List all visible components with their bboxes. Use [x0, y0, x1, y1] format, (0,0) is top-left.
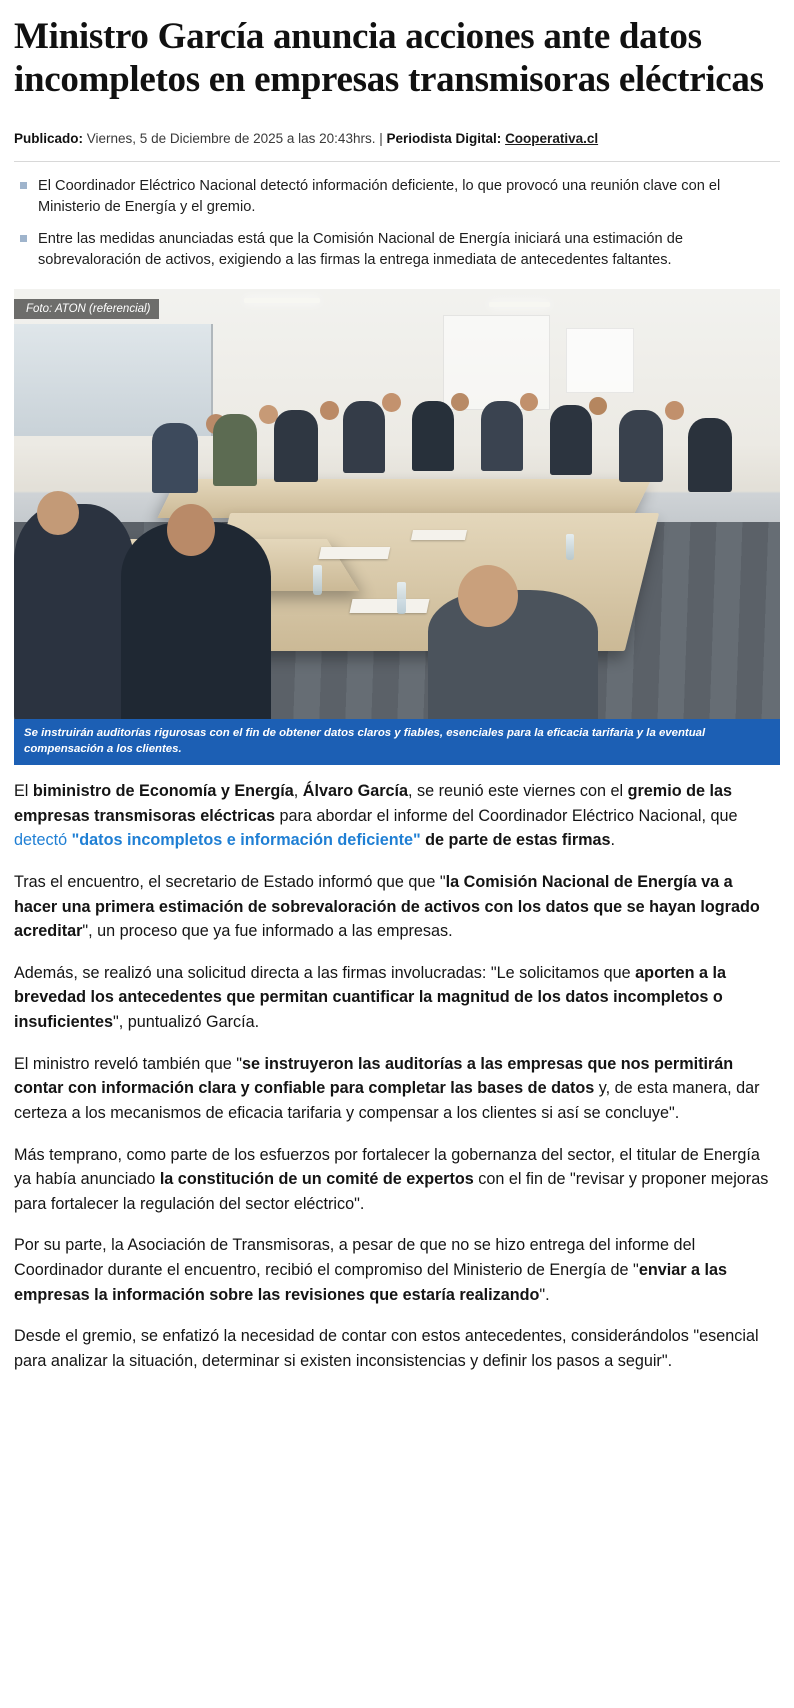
- list-item: [14, 176, 780, 218]
- paragraph: [14, 870, 780, 944]
- photo-bottle: [313, 565, 322, 595]
- photo-credit: Foto: ATON (referencial): [14, 299, 159, 319]
- photo-person: [152, 423, 198, 493]
- emphasis-text: biministro de Economía y Energía: [32, 782, 294, 801]
- inline-link[interactable]: "datos incompletos e información deficiente": [71, 831, 421, 850]
- published-date: Viernes, 5 de Diciembre de 2025 a las 20:43hrs.: [86, 130, 376, 146]
- emphasis-text: gremio de las empresas transmisoras eléctricas: [14, 782, 732, 825]
- photo-papers: [411, 530, 467, 540]
- photo-person-head: [458, 565, 518, 627]
- photo-papers: [319, 547, 390, 559]
- bullet-text: El Coordinador Eléctrico Nacional detectó información deficiente, lo que provocó una reunión clave con el Ministerio de Energía y el gremio.: [38, 177, 721, 215]
- paragraph: [14, 1233, 780, 1307]
- emphasis-text: Álvaro García: [302, 782, 409, 801]
- body-text-run: ".: [539, 1285, 550, 1304]
- body-text-run: , se reunió este viernes con el: [408, 782, 628, 801]
- photo-bottle: [397, 582, 406, 614]
- photo-person: [688, 418, 732, 492]
- article-figure: [14, 289, 780, 765]
- photo-person: [619, 410, 663, 482]
- paragraph: [14, 779, 780, 853]
- photo-window: [14, 324, 213, 436]
- author-label: Periodista Digital:: [386, 130, 502, 146]
- photo-person: [274, 410, 318, 482]
- photo-person-head: [451, 393, 469, 411]
- body-text-run: Además, se realizó una solicitud directa a las firmas involucradas: "Le solicitamos que: [14, 963, 636, 982]
- photo-person-head: [382, 393, 401, 412]
- page-title: Ministro García anuncia acciones ante datos incompletos en empresas transmisoras eléctricas: [14, 16, 764, 100]
- body-text-run: para abordar el informe del Coordinador Eléctrico Nacional, que: [274, 806, 738, 825]
- paragraph: [14, 1143, 780, 1217]
- bullet-square-icon: [20, 182, 27, 189]
- emphasis-text: de parte de estas firmas: [420, 831, 611, 850]
- photo-person-head: [589, 397, 607, 415]
- photo-papers: [350, 599, 430, 613]
- body-text-run: El ministro reveló también que ": [14, 1054, 242, 1073]
- published-label: Publicado:: [14, 130, 84, 146]
- emphasis-text: aporten a la brevedad los antecedentes que permitan cuantificar la magnitud de los datos incompletos o insuficientes: [14, 963, 727, 1032]
- body-text-run: Por su parte, la Asociación de Transmisoras, a pesar de que no se hizo entrega del informe del Coordinador durante el encuentro, recibió el compromiso del Ministerio de Energía de ": [14, 1236, 696, 1280]
- photo-person-foreground: [14, 504, 134, 719]
- body-text-run: Desde el gremio, se enfatizó la necesidad de contar con estos antecedentes, considerándolos "esencial para analizar la situación, determinar si existen inconsistencias y definir los pasos a seguir".: [14, 1327, 759, 1370]
- photo-ceiling-light: [244, 298, 321, 303]
- body-text-run: ,: [293, 782, 303, 801]
- emphasis-text: la constitución de un comité de expertos: [159, 1170, 474, 1189]
- inline-link[interactable]: detectó: [14, 831, 72, 850]
- emphasis-text: se instruyeron las auditorías a las empresas que nos permitirán contar con información clara y confiable para completar las bases de datos: [14, 1054, 734, 1098]
- paragraph: [14, 961, 780, 1035]
- body-text-run: Más temprano, como parte de los esfuerzos por fortalecer la gobernanza del sector, el titular de Energía ya había anunciado: [14, 1145, 760, 1189]
- photo-person: [213, 414, 257, 486]
- photo-person: [343, 401, 385, 473]
- body-text-run: ", un proceso que ya fue informado a las empresas.: [82, 922, 453, 941]
- photo-person: [550, 405, 592, 475]
- list-item: [14, 229, 780, 271]
- photo-person: [412, 401, 454, 471]
- paragraph: [14, 1052, 780, 1126]
- photo-bottle: [566, 534, 574, 560]
- body-text-run: y, de esta manera, dar certeza a los mecanismos de eficacia tarifaria y compensar a los clientes si así se concluye".: [14, 1079, 760, 1122]
- bullet-text: Entre las medidas anunciadas está que la Comisión Nacional de Energía iniciará una estimación de sobrevaloración de activos, exigiendo a las firmas la entrega inmediata de antecedentes faltantes.: [38, 231, 683, 269]
- body-text-run: .: [610, 831, 616, 850]
- emphasis-text: la Comisión Nacional de Energía va a hacer una primera estimación de sobrevaloración de activos con los datos que se hayan logrado acreditar: [14, 872, 760, 941]
- photo-wall-panel: [566, 328, 635, 393]
- bullet-square-icon: [20, 235, 27, 242]
- photo-ceiling-light: [489, 302, 550, 307]
- body-text-run: El: [14, 782, 33, 801]
- photo-person: [481, 401, 523, 471]
- source-link[interactable]: Cooperativa.cl: [505, 130, 599, 146]
- byline: [14, 130, 780, 162]
- article-photo: [14, 289, 780, 719]
- body-text-run: con el fin de "revisar y proponer mejoras para fortalecer la regulación del sector eléctrico".: [14, 1170, 769, 1213]
- byline-separator: |: [379, 130, 383, 146]
- article-body: [14, 779, 780, 1374]
- body-text-run: Tras el encuentro, el secretario de Estado informó que que ": [14, 872, 446, 891]
- summary-bullets: [14, 176, 780, 272]
- photo-caption: Se instruirán auditorías rigurosas con el fin de obtener datos claros y fiables, esenciales para la eficacia tarifaria y la eventual compensación a los clientes.: [14, 719, 780, 765]
- paragraph: [14, 1324, 780, 1373]
- emphasis-text: enviar a las empresas la información sobre las revisiones que estaría realizando: [14, 1261, 728, 1304]
- body-text-run: ", puntualizó García.: [112, 1013, 260, 1032]
- photo-person-head: [520, 393, 538, 411]
